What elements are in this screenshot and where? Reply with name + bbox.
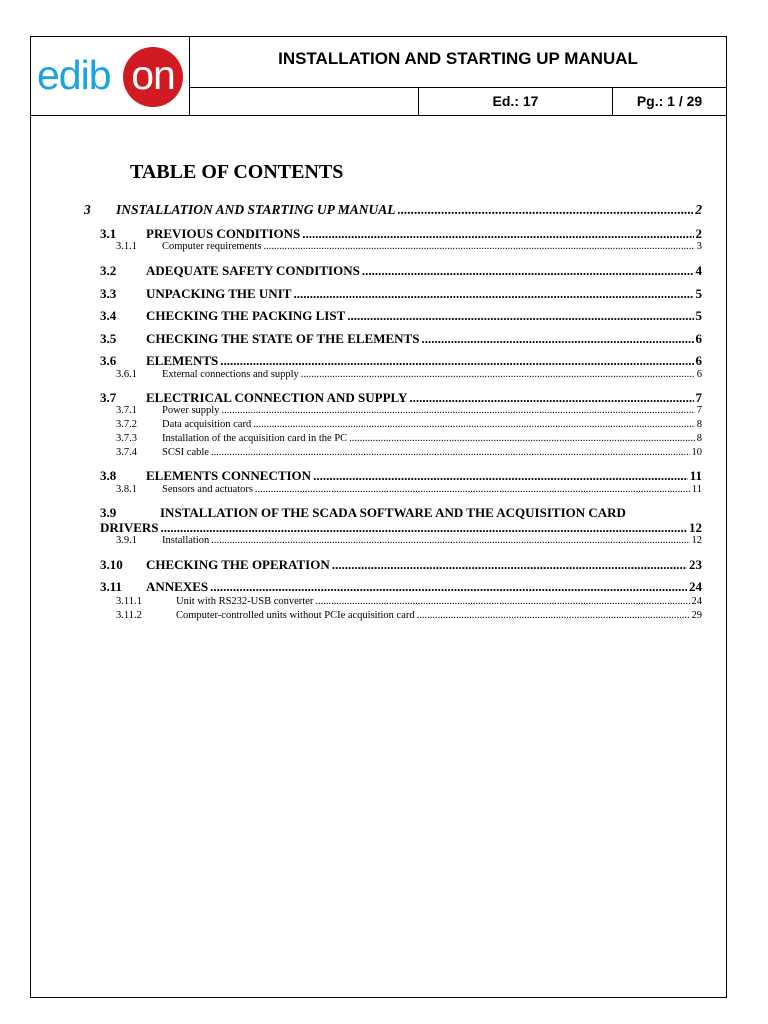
toc-page: 6 bbox=[695, 353, 702, 368]
toc-page: 6 bbox=[695, 331, 702, 346]
toc-text: INSTALLATION OF THE SCADA SOFTWARE AND THE ACQUISITION CARD bbox=[160, 505, 626, 520]
toc-leader bbox=[161, 520, 687, 536]
toc-page: 24 bbox=[691, 596, 702, 607]
toc-text: INSTALLATION AND STARTING UP MANUAL bbox=[116, 202, 396, 217]
toc-number: 3.5 bbox=[100, 331, 117, 346]
toc-number: 3.1.1 bbox=[116, 241, 137, 252]
toc-text: Installation bbox=[162, 535, 210, 546]
document-title: INSTALLATION AND STARTING UP MANUAL bbox=[190, 37, 726, 88]
toc-text: Installation of the acquisition card in the PC bbox=[162, 433, 348, 444]
toc-text: Computer requirements bbox=[162, 241, 262, 252]
toc-text: ELEMENTS CONNECTION bbox=[146, 468, 312, 483]
toc-page: 2 bbox=[695, 202, 702, 217]
toc-page: 12 bbox=[689, 520, 702, 535]
toc-text: CHECKING THE PACKING LIST bbox=[146, 308, 346, 323]
toc-leader bbox=[302, 226, 693, 242]
toc-number: 3.11.2 bbox=[116, 610, 142, 621]
toc-page: 5 bbox=[695, 286, 702, 301]
toc-page: 11 bbox=[689, 468, 702, 483]
toc-text: SCSI cable bbox=[162, 447, 209, 458]
toc-number: 3.8 bbox=[100, 468, 117, 483]
document-header bbox=[31, 37, 726, 116]
toc-text: UNPACKING THE UNIT bbox=[146, 286, 292, 301]
header-empty-cell bbox=[190, 88, 419, 115]
toc-number: 3.7.4 bbox=[116, 447, 137, 458]
toc-text: ADEQUATE SAFETY CONDITIONS bbox=[146, 263, 360, 278]
logo-circle bbox=[123, 47, 183, 107]
toc-leader bbox=[263, 241, 694, 252]
toc-text: Data acquisition card bbox=[162, 419, 252, 430]
toc-leader bbox=[398, 202, 694, 218]
toc-text: CHECKING THE STATE OF THE ELEMENTS bbox=[146, 331, 420, 346]
toc-leader bbox=[221, 405, 694, 416]
toc-text: External connections and supply bbox=[162, 369, 299, 380]
toc-page: 12 bbox=[691, 535, 702, 546]
toc-leader bbox=[293, 286, 693, 302]
toc-leader bbox=[255, 484, 690, 495]
toc-page: 8 bbox=[696, 419, 702, 430]
toc-number: 3.9 bbox=[100, 505, 117, 520]
toc-leader bbox=[301, 369, 695, 380]
toc-leader bbox=[409, 390, 693, 406]
toc-number: 3.10 bbox=[100, 557, 123, 572]
toc-leader bbox=[253, 419, 695, 430]
toc-text: ELEMENTS bbox=[146, 353, 219, 368]
toc-leader bbox=[315, 596, 689, 607]
toc-page: 7 bbox=[695, 390, 702, 405]
toc-page: 23 bbox=[689, 557, 702, 572]
logo-text: edib bbox=[37, 52, 111, 98]
toc-leader bbox=[313, 468, 688, 484]
toc-text-continued: DRIVERS bbox=[100, 520, 159, 535]
toc-leader bbox=[349, 433, 695, 444]
toc-number: 3.11 bbox=[100, 579, 123, 594]
toc-number: 3 bbox=[84, 202, 91, 217]
toc-number: 3.8.1 bbox=[116, 484, 137, 495]
toc-text: CHECKING THE OPERATION bbox=[146, 557, 330, 572]
toc-page: 5 bbox=[695, 308, 702, 323]
toc-leader bbox=[421, 331, 693, 347]
toc-number: 3.4 bbox=[100, 308, 117, 323]
toc-page: 3 bbox=[696, 241, 702, 252]
toc-leader bbox=[211, 535, 689, 546]
toc-page: 24 bbox=[689, 579, 702, 594]
toc-page: 29 bbox=[691, 610, 702, 621]
toc-number: 3.11.1 bbox=[116, 596, 142, 607]
logo bbox=[31, 37, 190, 115]
toc-text: Computer-controlled units without PCIe acquisition card bbox=[176, 610, 415, 621]
toc-number: 3.7.1 bbox=[116, 405, 137, 416]
toc-number: 3.7.3 bbox=[116, 433, 137, 444]
toc-number: 3.6 bbox=[100, 353, 117, 368]
edition-label: Ed.: 17 bbox=[419, 88, 613, 115]
toc-leader bbox=[220, 353, 693, 369]
toc-page: 2 bbox=[695, 226, 702, 241]
toc-number: 3.7.2 bbox=[116, 419, 137, 430]
toc-leader bbox=[347, 308, 693, 324]
toc-text: ANNEXES bbox=[146, 579, 209, 594]
toc-leader bbox=[211, 447, 690, 458]
toc-page: 8 bbox=[696, 433, 702, 444]
toc-number: 3.1 bbox=[100, 226, 117, 241]
toc-page: 7 bbox=[696, 405, 702, 416]
toc-leader bbox=[332, 557, 687, 573]
toc-page: 10 bbox=[691, 447, 702, 458]
toc-number: 3.7 bbox=[100, 390, 117, 405]
toc-leader bbox=[210, 579, 687, 595]
logo-circle-text: on bbox=[131, 52, 175, 98]
toc-number: 3.2 bbox=[100, 263, 117, 278]
toc-leader bbox=[362, 263, 694, 279]
toc-leader bbox=[417, 610, 690, 621]
toc-number: 3.3 bbox=[100, 286, 117, 301]
toc-page: 4 bbox=[695, 263, 702, 278]
toc-text: ELECTRICAL CONNECTION AND SUPPLY bbox=[146, 390, 408, 405]
toc-page: 11 bbox=[691, 484, 702, 495]
toc-title: TABLE OF CONTENTS bbox=[130, 161, 344, 183]
toc-number: 3.6.1 bbox=[116, 369, 137, 380]
toc-page: 6 bbox=[696, 369, 702, 380]
toc-text: Power supply bbox=[162, 405, 220, 416]
toc-number: 3.9.1 bbox=[116, 535, 137, 546]
toc-text: PREVIOUS CONDITIONS bbox=[146, 226, 301, 241]
toc-text: Unit with RS232-USB converter bbox=[176, 596, 314, 607]
toc-text: Sensors and actuators bbox=[162, 484, 253, 495]
page-number-label: Pg.: 1 / 29 bbox=[636, 93, 703, 109]
